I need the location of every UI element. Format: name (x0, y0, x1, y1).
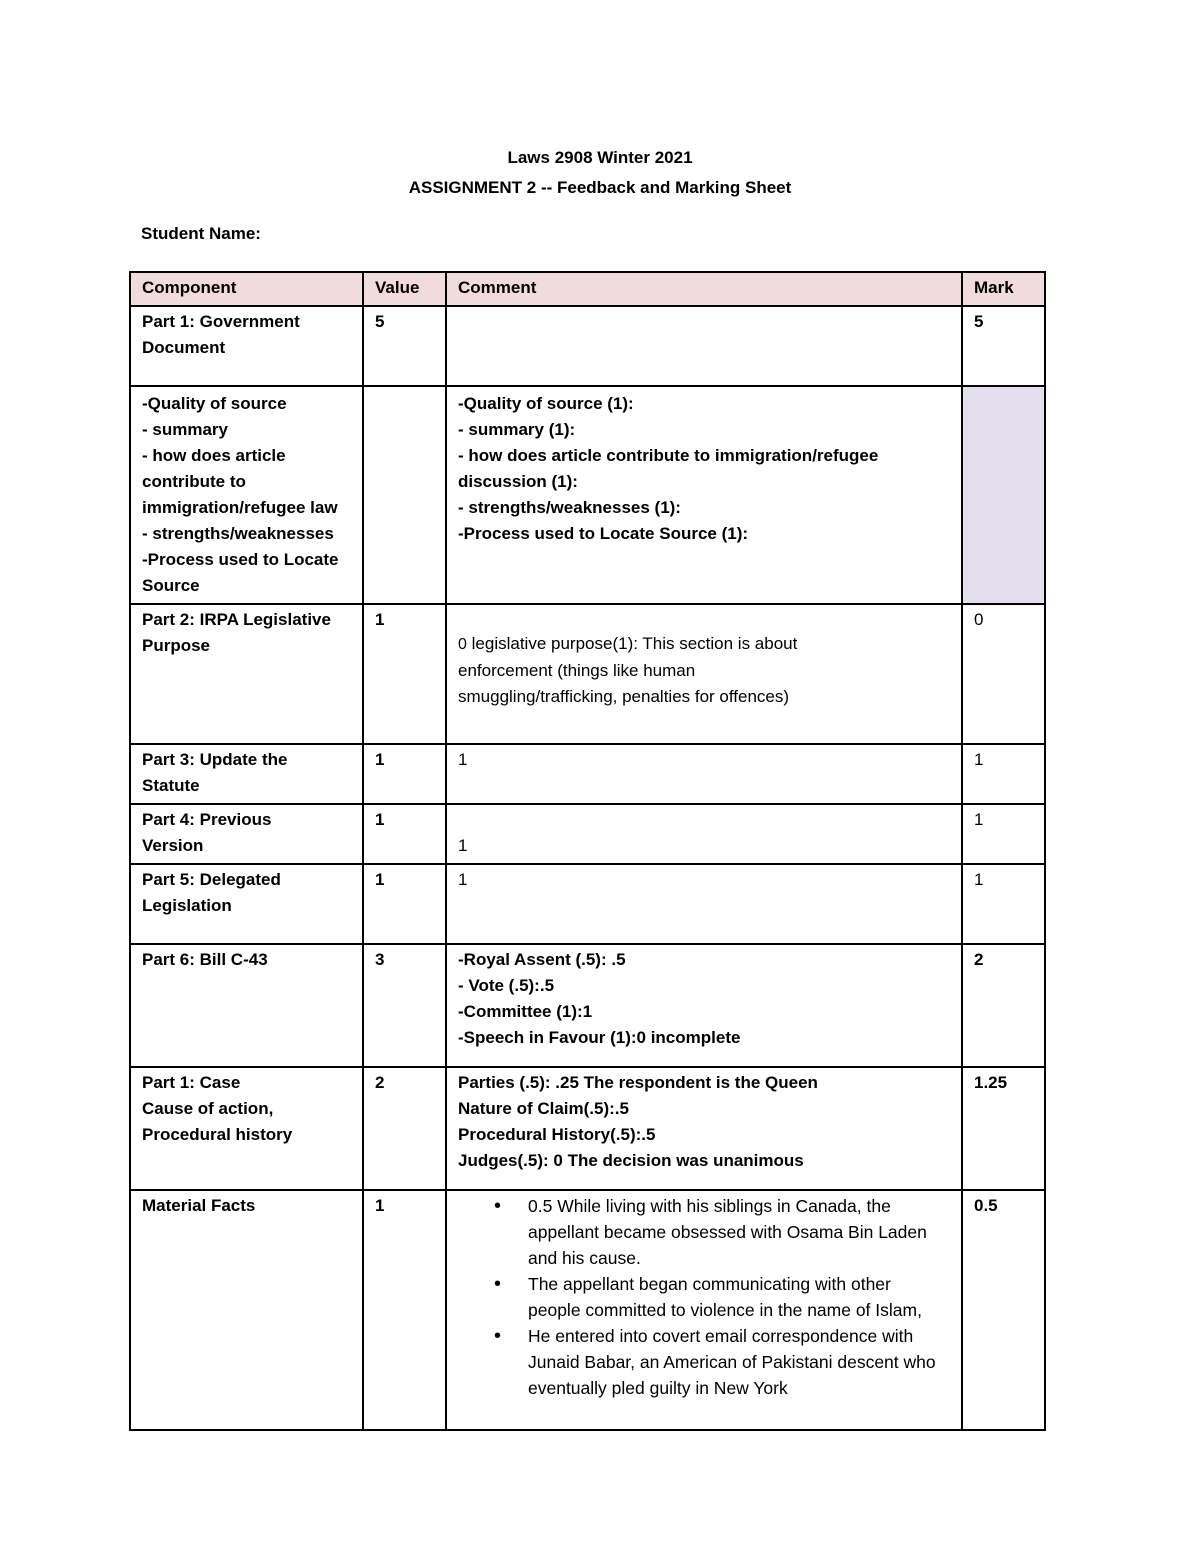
component-line: - summary (142, 420, 228, 439)
component-line: immigration/refugee law (142, 498, 338, 517)
comment-line: Procedural History(.5):.5 (458, 1125, 656, 1144)
mark-cell (962, 386, 1045, 604)
component-cell (130, 306, 363, 386)
comment-cell (446, 386, 962, 604)
component-line: Document (142, 338, 226, 357)
value-cell: 5 (363, 306, 446, 386)
component-line: contribute to (142, 472, 246, 491)
comment-line: Judges(.5): 0 The decision was unanimous (458, 1151, 804, 1170)
marking-table (129, 271, 1046, 1431)
value-cell: 1 (363, 864, 446, 944)
list-item: • 0.5 While living with his siblings in Canada, the appellant became obsessed with Osama Bin Laden and his cause. (528, 1193, 947, 1271)
value-cell (363, 386, 446, 604)
table-row (130, 744, 1045, 804)
table-row (130, 306, 1045, 386)
value-cell: 1 (363, 804, 446, 864)
comment-line: -Speech in Favour (1):0 incomplete (458, 1028, 741, 1047)
component-cell (130, 744, 363, 804)
component-line: -Quality of source (142, 394, 287, 413)
comment-cell (446, 306, 962, 386)
comment-score: 0 (458, 636, 467, 653)
component-line: Legislation (142, 896, 232, 915)
title-block (0, 143, 1200, 203)
comment-line: - strengths/weaknesses (1): (458, 498, 681, 517)
component-line: Part 4: Previous (142, 810, 272, 829)
value-cell: 2 (363, 1067, 446, 1190)
comment-cell (446, 1067, 962, 1190)
mark-cell: 1 (962, 864, 1045, 944)
mark-cell: 2 (962, 944, 1045, 1067)
component-line: - strengths/weaknesses (142, 524, 334, 543)
component-line: -Process used to Locate (142, 550, 339, 569)
component-cell (130, 386, 363, 604)
component-line: Part 2: IRPA Legislative (142, 610, 331, 629)
mark-cell: 1.25 (962, 1067, 1045, 1190)
header-component: Component (130, 272, 363, 306)
component-line: Part 3: Update the (142, 750, 288, 769)
comment-line: - Vote (.5):.5 (458, 976, 555, 995)
table-row (130, 804, 1045, 864)
assignment-title: ASSIGNMENT 2 -- Feedback and Marking Sheet (408, 178, 792, 197)
comment-cell (446, 604, 962, 744)
header-mark: Mark (962, 272, 1045, 306)
comment-line: Parties (.5): .25 The respondent is the Queen (458, 1073, 818, 1092)
comment-cell: 1 (446, 744, 962, 804)
comment-line: smuggling/trafficking, penalties for offences) (458, 687, 790, 706)
comment-line: - how does article contribute to immigration/refugee (458, 446, 879, 465)
component-line: Material Facts (142, 1196, 256, 1215)
comment-line: -Royal Assent (.5): .5 (458, 950, 626, 969)
component-line: Statute (142, 776, 200, 795)
component-cell (130, 604, 363, 744)
component-line: Purpose (142, 636, 211, 655)
comment-cell (446, 1190, 962, 1430)
component-line: Part 6: Bill C-43 (142, 950, 268, 969)
component-line: Procedural history (142, 1125, 293, 1144)
comment-line: enforcement (things like human (458, 661, 696, 680)
component-cell (130, 804, 363, 864)
component-cell (130, 944, 363, 1067)
mark-cell: 0 (962, 604, 1045, 744)
mark-cell: 0.5 (962, 1190, 1045, 1430)
table-header-row (130, 272, 1045, 306)
comment-cell (446, 944, 962, 1067)
component-cell (130, 1067, 363, 1190)
comment-line: Nature of Claim(.5):.5 (458, 1099, 629, 1118)
comment-line: discussion (1): (458, 472, 578, 491)
material-facts-list (458, 1193, 947, 1401)
list-item: • The appellant began communicating with other people committed to violence in the name of Islam, (528, 1271, 947, 1323)
comment-cell (446, 804, 962, 864)
component-cell (130, 864, 363, 944)
mark-cell: 1 (962, 804, 1045, 864)
comment-line (458, 631, 951, 658)
comment-line: - summary (1): (458, 420, 576, 439)
table-row (130, 386, 1045, 604)
mark-cell: 5 (962, 306, 1045, 386)
table-row (130, 604, 1045, 744)
comment-cell: 1 (446, 864, 962, 944)
value-cell: 1 (363, 1190, 446, 1430)
value-cell: 1 (363, 604, 446, 744)
value-cell: 3 (363, 944, 446, 1067)
table-row (130, 1190, 1045, 1430)
student-name-label: Student Name: (141, 224, 261, 243)
comment-text: legislative purpose(1): This section is about (471, 634, 798, 653)
component-line: Part 1: Government (142, 312, 300, 331)
list-item: • He entered into covert email correspondence with Junaid Babar, an American of Pakistani descent who eventually pled guilty in New York (528, 1323, 947, 1401)
comment-line: -Quality of source (1): (458, 394, 634, 413)
table-row (130, 864, 1045, 944)
table-row (130, 1067, 1045, 1190)
mark-cell: 1 (962, 744, 1045, 804)
comment-line: 1 (458, 836, 468, 855)
header-comment: Comment (446, 272, 962, 306)
component-line: Part 1: Case (142, 1073, 241, 1092)
component-line: Part 5: Delegated (142, 870, 281, 889)
course-title: Laws 2908 Winter 2021 (507, 148, 693, 167)
table-row (130, 944, 1045, 1067)
comment-line: -Process used to Locate Source (1): (458, 524, 749, 543)
header-value: Value (363, 272, 446, 306)
component-line: - how does article (142, 446, 286, 465)
component-cell (130, 1190, 363, 1430)
value-cell: 1 (363, 744, 446, 804)
component-line: Version (142, 836, 204, 855)
component-line: Cause of action, (142, 1099, 274, 1118)
comment-line: -Committee (1):1 (458, 1002, 593, 1021)
component-line: Source (142, 576, 200, 595)
